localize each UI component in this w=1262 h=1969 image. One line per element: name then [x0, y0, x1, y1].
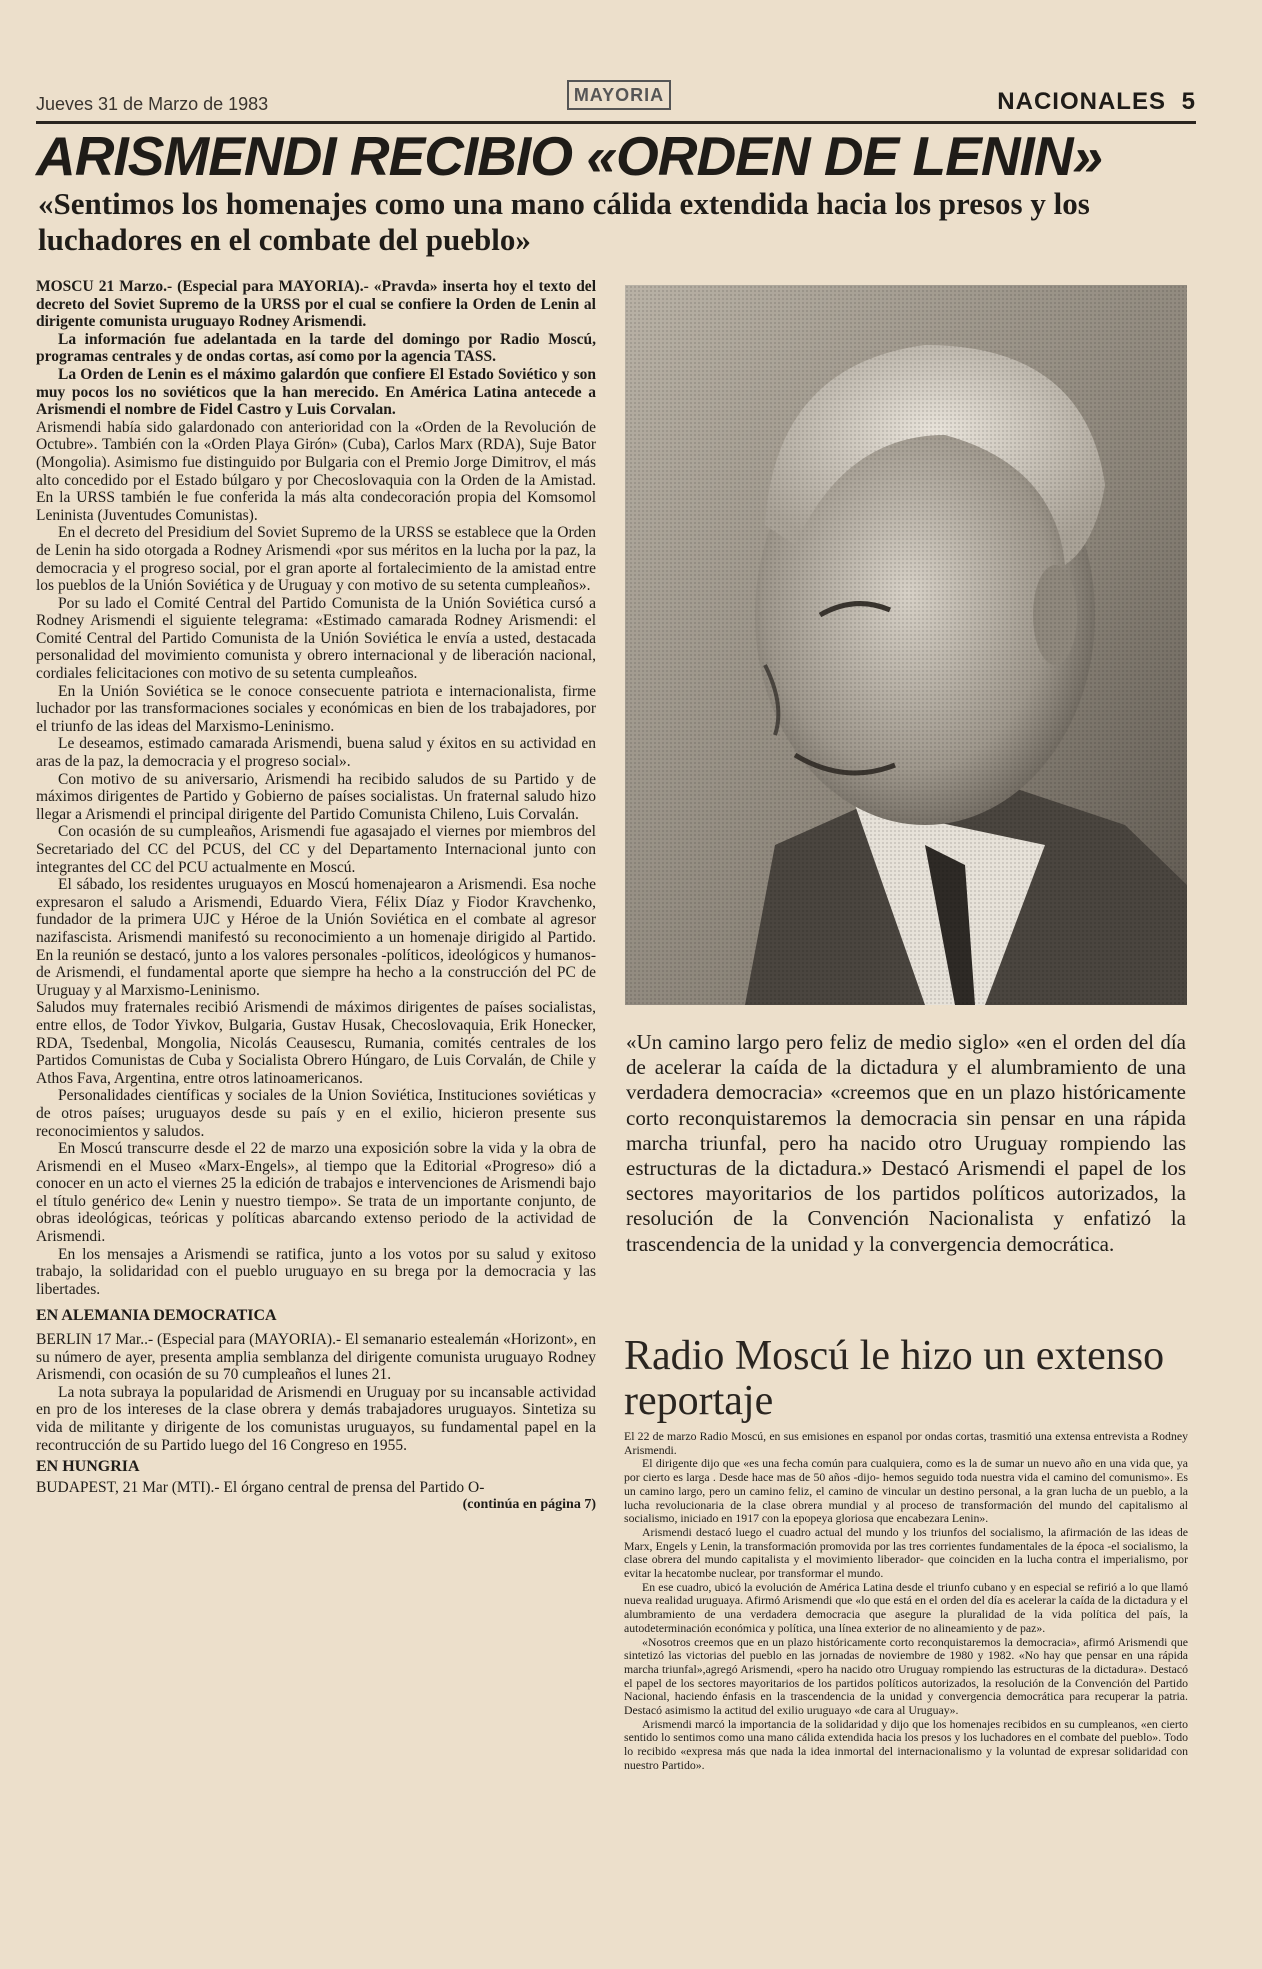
continued-note: (continúa en página 7)	[462, 1497, 596, 1513]
body-paragraph: El dirigente dijo que «es una fecha común para cualquiera, como es la de sumar un nuevo año en una vida que, ya por cierto es larga . Desde hace mas de 50 años -dijo- hemos seguido toda nuestra vida el camino del comunismo». Es un camino largo, pero un camino feliz, el camino de vincular un destino personal, a la gran lucha de un pueblo, a la lucha revolucionaria de la clase obrera mundial y al proceso de transformación del mundo del capitalismo al socialismo, iniciado en 1917 con la epopeya gloriosa que encabezara Lenin».	[624, 1456, 1188, 1526]
secondary-article-title: Radio Moscú le hizo un extenso reportaje	[624, 1333, 1165, 1424]
portrait-image-icon	[625, 285, 1187, 1005]
section-label	[997, 88, 1196, 116]
body-paragraph: «Nosotros creemos que en un plazo históricamente corto reconquistaremos la democracia», afirmó Arismendi que sintetizó las victorias del pueblo en las jornadas de noviembre de 1980 y 1982. «No hay que pensar en una rápida marcha triunfal»,agregó Arismendi, «pero ha nacido otro Uruguay rompiendo las estructuras de la dictadura». Destacó el papel de los sectores mayoritarios de los partidos políticos autorizados, la resolución de la Convención del Partido Nacional, haciendo énfasis en la trascendencia de la unidad y convergencia democrática para recuperar la patria. Destacó asimismo la actitud del exilio uruguayo «de cara al Uruguay».	[624, 1634, 1188, 1718]
pull-quote-text: «Un camino largo pero feliz de medio siglo» «en el orden del día de acelerar la caída de la dictadura y el alumbramiento de una verdadera democracia» «creemos que en un plazo históricamente corto reconquistaremos la democracia sin pensar en una rápida marcha triunfal, pero ha nacido otro Uruguay rompiendo las estructuras de la dictadura.» Destacó Arismendi el papel de los sectores mayoritarios de los partidos políticos autorizados, la resolución de la Convención Nacionalista y enfatizó la trascendencia de la unidad y la convergencia democrática.	[626, 1030, 1186, 1256]
body-paragraph: El 22 de marzo Radio Moscú, en sus emisiones en espanol por ondas cortas, trasmitió una extensa entrevista a Rodney Arismendi.	[624, 1429, 1188, 1457]
portrait-photo	[625, 285, 1187, 1005]
body-paragraph: Saludos muy fraternales recibió Arismendi de máximos dirigentes de países socialistas, entre ellos, de Todor Yivkov, Bulgaria, Gustav Husak, Checoslovaquia, Erik Honecker, RDA, Tsedenbal, Mongolia, Nicolás Ceausescu, Rumania, comités centrales de los Partidos Comunistas de Cuba y Socialista Obrero Húngaro, de Luis Corvalán, de Chile y Athos Fava, Argentina, entre otros latinoamericanos.	[36, 999, 596, 1087]
body-paragraph: Arismendi había sido galardonado con anterioridad con la «Orden de la Revolución de Octubre». También con la «Orden Playa Girón» (Cuba), Carlos Marx (RDA), Suje Bator (Mongolia). Asimismo fue distinguido por Bulgaria con el Premio Jorge Dimitrov, el más alto concedido por el Estado búlgaro y por Checoslovaquia con la Orden de la Amistad. En la URSS también le fue conferida la más alta condecoración propia del Komsomol Leninista (Juventudes Comunistas).	[36, 418, 596, 524]
pull-quote	[626, 1030, 1186, 1257]
body-paragraph: Arismendi destacó luego el cuadro actual del mundo y los triunfos del socialismo, la afirmación de las ideas de Marx, Engels y Lenin, la transformación promovida por las tres corrientes fundamentales de la época -el socialismo, la clase obrera del mundo capitalista y el movimiento liberador- que coinciden en la lucha contra el imperialismo, por evitar la hecatombe nuclear, por transformar el mundo.	[624, 1524, 1188, 1581]
body-paragraph: Personalidades científicas y sociales de la Union Soviética, Instituciones soviéticas y de otros países; uruguayos desde su país y en el exilio, hicieron presente sus reconocimientos y saludos.	[36, 1087, 596, 1140]
body-paragraph: En Moscú transcurre desde el 22 de marzo una exposición sobre la vida y la obra de Arismendi en el Museo «Marx-Engels», al tiempo que la Editorial «Progreso» dió a conocer en un acto el viernes 25 la edición de trabajos e intervenciones de Arismendi bajo el título genérico de« Lenin y nuestro tiempo». Se trata de un importante conjunto, de obras ideológicas, teóricas y políticas abarcando extenso periodo de la actividad de Arismendi.	[36, 1140, 596, 1246]
body-paragraph: En el decreto del Presidium del Soviet Supremo de la URSS se establece que la Orden de Lenin ha sido otorgada a Rodney Arismendi «por sus méritos en la lucha por la paz, la democracia y el progreso social, por el gran aporte al fortalecimiento de la amistad entre los pueblos de la Unión Soviética y de Uruguay y con motivo de su setenta cumpleaños».	[36, 524, 596, 595]
page-number: 5	[1181, 88, 1196, 115]
body-paragraph: En ese cuadro, ubicó la evolución de América Latina desde el triunfo cubano y en especial se refirió a lo que llamó nueva realidad uruguaya. Afirmó Arismendi que «lo que está en el orden del día es acelerar la caída de la dictadura y el alumbramiento de una verdadera democracia que asegure la pluralidad de la vida política del país, la autodeterminación económica y política, una línea exterior de no alineamiento y de paz».	[624, 1579, 1188, 1635]
subsection-title: EN ALEMANIA DEMOCRATICA	[36, 1307, 277, 1325]
lead-paragraph: MOSCU 21 Marzo.- (Especial para MAYORIA).- «Pravda» inserta hoy el texto del decreto del Soviet Supremo de la URSS por el cual se confiere la Orden de Lenin al dirigente comunista uruguayo Rodney Arismendi.	[36, 278, 596, 331]
body-paragraph: El sábado, los residentes uruguayos en Moscú homenajearon a Arismendi. Esa noche expresaron el saludo a Arismendi, Eduardo Viera, Félix Díaz y Fiodor Kravchenko, fundador de la primera UJC y Héroe de la Unión Soviética en el combate al agresor nazifascista. Arismendi manifestó su reconocimiento a un homenaje dirigido al Partido. En la reunión se destacó, junto a los valores personales -políticos, ideológicos y humanos- de Arismendi, el fundamental aporte que siempre ha hecho a la construcción del PC de Uruguay y al Marxismo-Leninismo.	[36, 876, 596, 999]
body-paragraph: Con motivo de su aniversario, Arismendi ha recibido saludos de su Partido y de máximos dirigentes de Partido y Gobierno de países socialistas. Un fraternal saludo hizo llegar a Arismendi el principal dirigente del Partido Comunista Chileno, Luis Corvalán.	[36, 770, 596, 823]
masthead-logo: MAYORIA	[567, 80, 671, 110]
body-paragraph: BUDAPEST, 21 Mar (MTI).- El órgano central de prensa del Partido O-	[36, 1478, 485, 1496]
body-paragraph: BERLIN 17 Mar..- (Especial para (MAYORIA).- El semanario estealemán «Horizont», en su número de ayer, presenta amplia semblanza del dirigente comunista uruguayo Rodney Arismendi, con ocasión de su 70 cumpleaños el lunes 21.	[36, 1331, 596, 1384]
body-paragraph: La nota subraya la popularidad de Arismendi en Uruguay por su incansable actividad en pro de los intereses de la clase obrera y demás trabajadores uruguayos. Sintetiza su vida de militante y dirigente de los comunistas uruguayos, su fundamental papel en la recontrucción de su Partido luego del 16 Congreso en 1955.	[36, 1383, 596, 1454]
body-paragraph: Le deseamos, estimado camarada Arismendi, buena salud y éxitos en su actividad en aras de la paz, la democracia y el progreso social».	[36, 735, 596, 771]
main-article	[36, 278, 596, 1514]
subsection-title: EN HUNGRIA	[36, 1458, 140, 1476]
lead-paragraph: La Orden de Lenin es el máximo galardón que confiere El Estado Soviético y son muy pocos los no soviéticos que la han merecido. En América Latina antecede a Arismendi el nombre de Fidel Castro y Luis Corvalan.	[36, 365, 596, 419]
section-name: NACIONALES	[997, 88, 1166, 115]
body-paragraph: Arismendi marcó la importancia de la solidaridad y dijo que los homenajes recibidos en su cumpleanos, «en cierto sentido lo sentimos como una mano cálida extendida hacia los presos y los luchadores en el combate del pueblo». Todo lo recibido «expresa más que nada la idea inmortal del internacionalismo y la voluntad de expresar solidaridad con nuestro Partido».	[624, 1716, 1188, 1772]
issue-date: Jueves 31 de Marzo de 1983	[36, 94, 269, 114]
secondary-article	[624, 1430, 1188, 1773]
body-paragraph: En los mensajes a Arismendi se ratifica, junto a los votos por su salud y exitoso trabajo, la solidaridad con el pueblo uruguayo en su brega por la democracia y las libertades.	[36, 1245, 596, 1298]
subheadline: «Sentimos los homenajes como una mano cálida extendida hacia los presos y los luchadores en el combate del pueblo»	[38, 186, 1090, 257]
headline: ARISMENDI RECIBIO «ORDEN DE LENIN»	[36, 125, 1103, 187]
body-paragraph: Con ocasión de su cumpleaños, Arismendi fue agasajado el viernes por miembros del Secretariado del CC del PCUS, del CC y del Departamento Internacional junto con integrantes del CC del PCU actualmente en Moscú.	[36, 823, 596, 876]
body-paragraph: En la Unión Soviética se le conoce consecuente patriota e internacionalista, firme luchador por las transformaciones sociales y económicas en bien de los trabajadores, por el triunfo de las ideas del Marxismo-Leninismo.	[36, 682, 596, 735]
body-paragraph: Por su lado el Comité Central del Partido Comunista de la Unión Soviética cursó a Rodney Arismendi el siguiente telegrama: «Estimado camarada Rodney Arismendi: el Comité Central del Partido Comunista de la Unión Soviética le envía a usted, destacada personalidad del movimiento comunista y obrero internacional y de liberación nacional, cordiales felicitaciones con motivo de su setenta cumpleaños.	[36, 594, 596, 683]
lead-paragraph: La información fue adelantada en la tarde del domingo por Radio Moscú, programas centrales y de ondas cortas, así como por la agencia TASS.	[36, 330, 596, 366]
